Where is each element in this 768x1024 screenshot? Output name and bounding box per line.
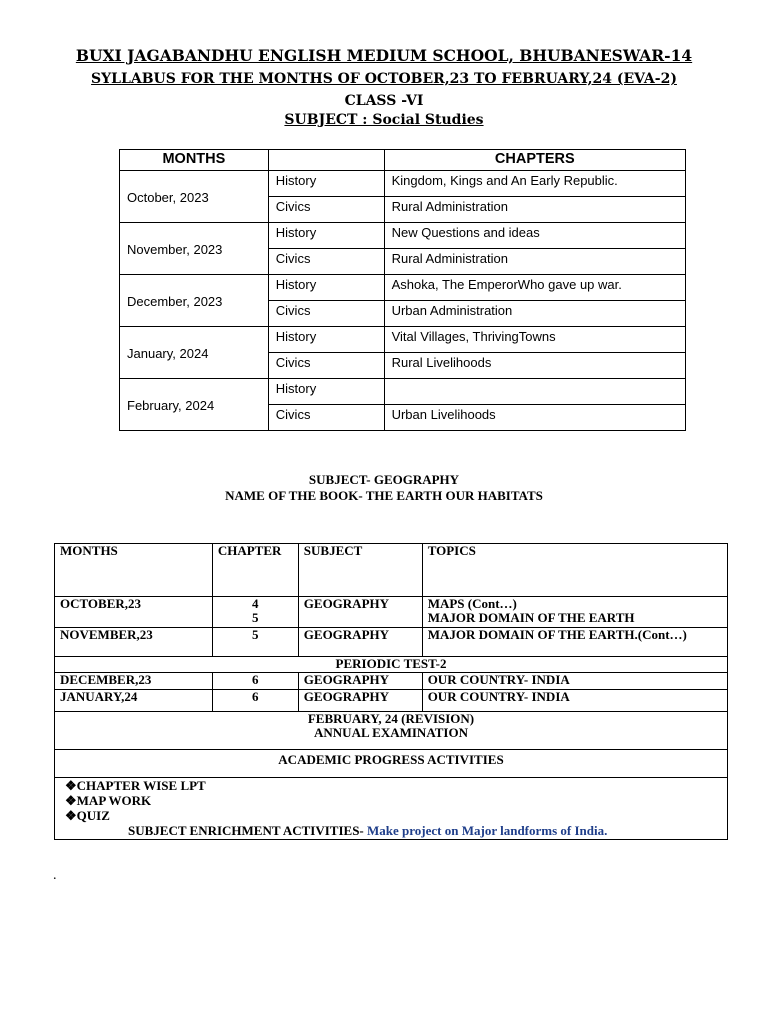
- footer-mark: .: [53, 868, 57, 883]
- table-row: [120, 223, 686, 249]
- month-cell: December, 2023: [120, 275, 269, 327]
- subject-header: SUBJECT: [298, 544, 422, 597]
- topic-line: MAJOR DOMAIN OF THE EARTH: [427, 610, 635, 625]
- chapter-cell: Ashoka, The EmperorWho gave up war.: [384, 275, 685, 301]
- subject-cell: GEOGRAPHY: [298, 597, 422, 628]
- table-header-row: [55, 544, 728, 597]
- month-cell: NOVEMBER,23: [55, 628, 213, 657]
- annual-exam-label: ANNUAL EXAMINATION: [314, 725, 468, 740]
- table-row: [120, 379, 686, 405]
- history-label: History: [268, 379, 384, 405]
- civics-label: Civics: [268, 249, 384, 275]
- activities-title: ACADEMIC PROGRESS ACTIVITIES: [55, 750, 728, 778]
- topic-cell: MAJOR DOMAIN OF THE EARTH.(Cont…): [422, 628, 727, 657]
- topic-line: MAPS (Cont…): [427, 596, 517, 611]
- chapter-cell: 5: [212, 628, 298, 657]
- civics-label: Civics: [268, 405, 384, 431]
- civics-label: Civics: [268, 301, 384, 327]
- blank-header: [268, 150, 384, 171]
- activity-item: [65, 778, 722, 793]
- syllabus-title: SYLLABUS FOR THE MONTHS OF OCTOBER,23 TO FEBRUARY,24 (EVA-2): [91, 71, 677, 87]
- diamond-bullet-icon: ❖: [65, 778, 77, 793]
- chapter-cell: 6: [212, 690, 298, 712]
- activity-label: QUIZ: [76, 808, 110, 823]
- activity-item: [65, 808, 722, 823]
- chapter-number: 5: [252, 610, 259, 625]
- topics-header: TOPICS: [422, 544, 727, 597]
- diamond-bullet-icon: ❖: [65, 808, 77, 823]
- chapters-header: CHAPTERS: [384, 150, 685, 171]
- revision-label: FEBRUARY, 24 (REVISION): [307, 711, 475, 726]
- chapter-number: 4: [252, 596, 259, 611]
- chapter-cell: [212, 597, 298, 628]
- chapter-cell: Rural Livelihoods: [384, 353, 685, 379]
- subject-cell: GEOGRAPHY: [298, 673, 422, 690]
- activity-label: MAP WORK: [76, 793, 152, 808]
- history-label: History: [268, 223, 384, 249]
- month-cell: October, 2023: [120, 171, 269, 223]
- chapter-cell: New Questions and ideas: [384, 223, 685, 249]
- chapter-cell: Rural Administration: [384, 197, 685, 223]
- activities-title-row: [55, 750, 728, 778]
- table-row: [120, 327, 686, 353]
- chapter-cell: Kingdom, Kings and An Early Republic.: [384, 171, 685, 197]
- periodic-test-row: [55, 657, 728, 673]
- history-label: History: [268, 327, 384, 353]
- chapter-cell: 6: [212, 673, 298, 690]
- topic-cell: OUR COUNTRY- INDIA: [422, 690, 727, 712]
- enrichment-label: SUBJECT ENRICHMENT ACTIVITIES-: [128, 823, 368, 838]
- month-cell: JANUARY,24: [55, 690, 213, 712]
- social-studies-table: [119, 149, 686, 431]
- enrichment-line: [65, 823, 722, 838]
- history-label: History: [268, 171, 384, 197]
- diamond-bullet-icon: ❖: [65, 793, 77, 808]
- table-row: [120, 275, 686, 301]
- periodic-test: PERIODIC TEST-2: [55, 657, 728, 673]
- topic-cell: [422, 597, 727, 628]
- geography-book-name: NAME OF THE BOOK- THE EARTH OUR HABITATS: [225, 488, 543, 503]
- chapter-cell: [384, 379, 685, 405]
- civics-label: Civics: [268, 353, 384, 379]
- months-header: MONTHS: [55, 544, 213, 597]
- month-cell: November, 2023: [120, 223, 269, 275]
- chapter-header: CHAPTER: [212, 544, 298, 597]
- subject-label: SUBJECT : Social Studies: [284, 112, 484, 128]
- chapter-cell: Rural Administration: [384, 249, 685, 275]
- revision-row: [55, 712, 728, 750]
- table-row: [55, 673, 728, 690]
- activities-cell: [55, 778, 728, 840]
- table-row: [55, 597, 728, 628]
- table-row: [120, 171, 686, 197]
- chapter-cell: Urban Administration: [384, 301, 685, 327]
- chapter-cell: Vital Villages, ThrivingTowns: [384, 327, 685, 353]
- table-row: [55, 628, 728, 657]
- month-cell: DECEMBER,23: [55, 673, 213, 690]
- activity-item: [65, 793, 722, 808]
- revision-cell: [55, 712, 728, 750]
- geography-table: [54, 543, 728, 840]
- month-cell: OCTOBER,23: [55, 597, 213, 628]
- months-header: MONTHS: [120, 150, 269, 171]
- table-row: [55, 690, 728, 712]
- table-header-row: [120, 150, 686, 171]
- history-label: History: [268, 275, 384, 301]
- chapter-cell: Urban Livelihoods: [384, 405, 685, 431]
- geography-subject-title: SUBJECT- GEOGRAPHY: [308, 472, 460, 487]
- class-label: CLASS -VI: [344, 93, 424, 109]
- activities-row: [55, 778, 728, 840]
- activity-label: CHAPTER WISE LPT: [76, 778, 206, 793]
- month-cell: January, 2024: [120, 327, 269, 379]
- subject-cell: GEOGRAPHY: [298, 628, 422, 657]
- subject-cell: GEOGRAPHY: [298, 690, 422, 712]
- topic-cell: OUR COUNTRY- INDIA: [422, 673, 727, 690]
- month-cell: February, 2024: [120, 379, 269, 431]
- civics-label: Civics: [268, 197, 384, 223]
- enrichment-text: Make project on Major landforms of India.: [367, 823, 608, 838]
- school-name: BUXI JAGABANDHU ENGLISH MEDIUM SCHOOL, BHUBANESWAR-14: [75, 46, 693, 65]
